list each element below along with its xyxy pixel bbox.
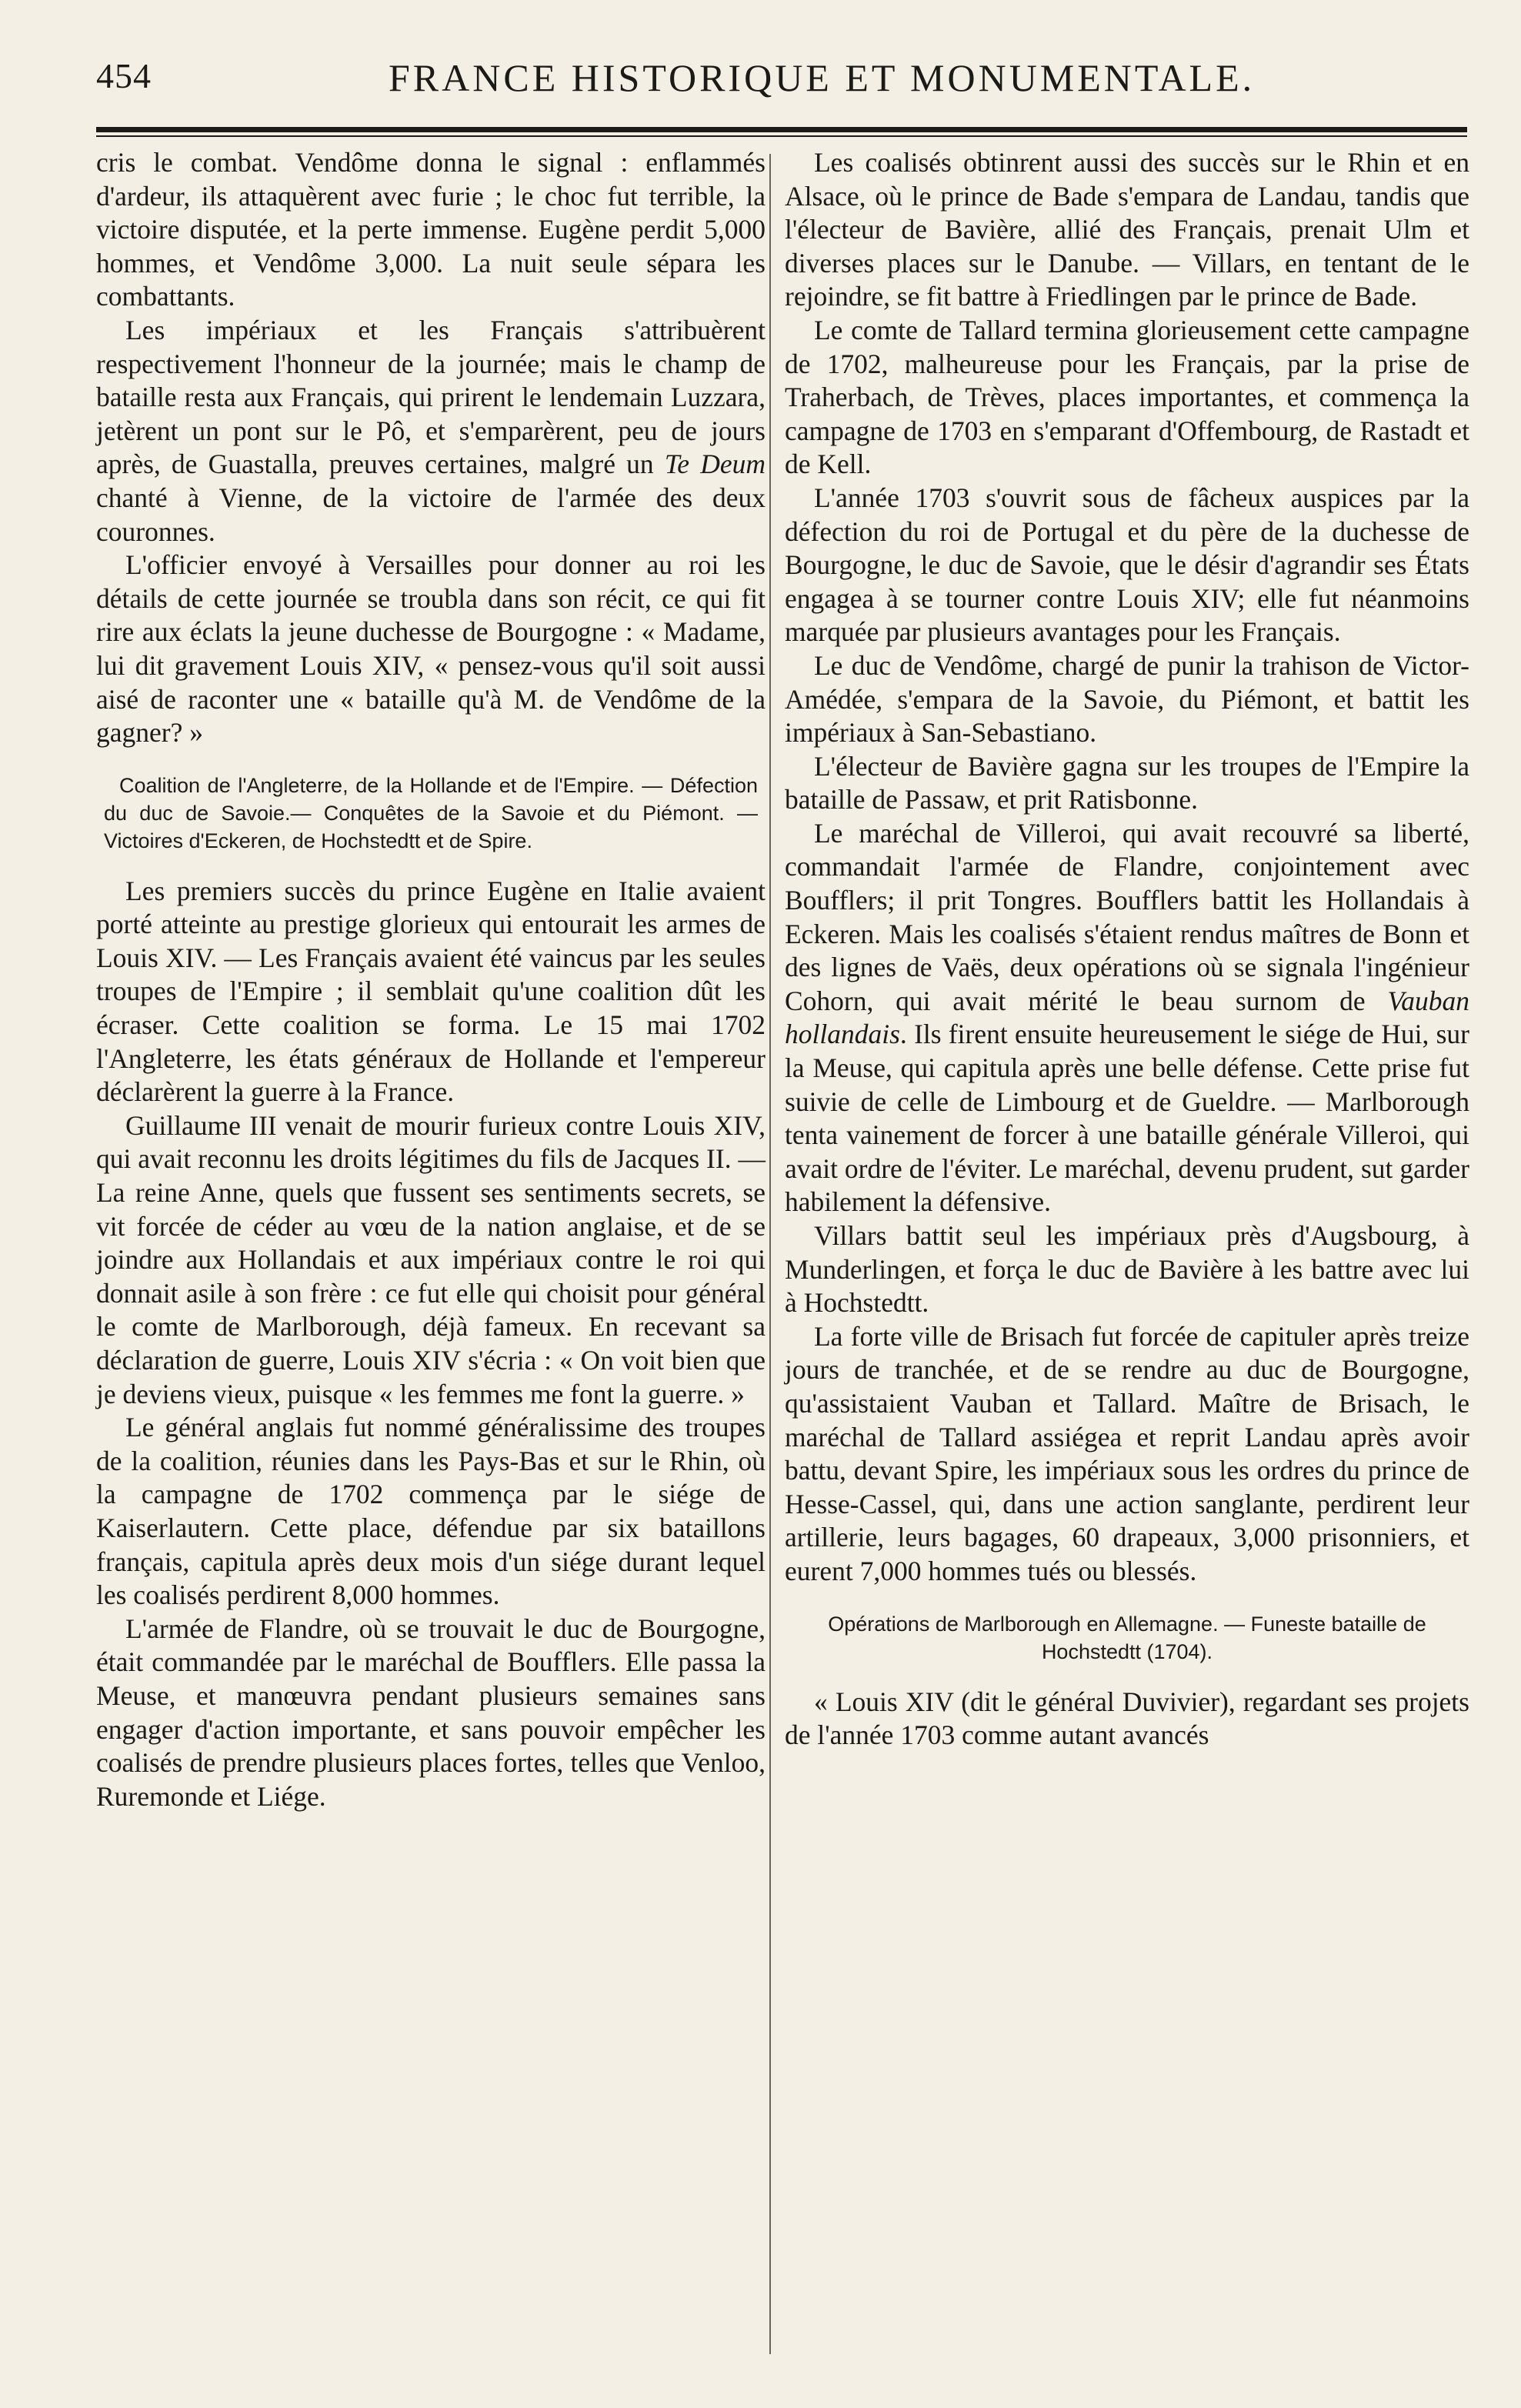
paragraph: Le duc de Vendôme, chargé de punir la trahison de Victor-Amédée, s'empara de la Savoie, du Piémont, et battit les impériaux à San-Sebastiano.	[785, 649, 1469, 749]
paragraph: Le général anglais fut nommé généralissime des troupes de la coalition, réunies dans les Pays-Bas et sur le Rhin, où la campagne de 1702 commença par le siége de Kaiserlautern. Cette place, défendue par six bataillons français, capitula après deux mois d'un siége durant lequel les coalisés perdirent 8,000 hommes.	[96, 1412, 766, 1611]
paragraph: L'année 1703 s'ouvrit sous de fâcheux auspices par la défection du roi de Portugal et du père de la duchesse de Bourgogne, le duc de Savoie, que le désir d'agrandir ses États engagea à se tourner contre Louis XIV; elle fut néanmoins marquée par plusieurs avantages pour les Français.	[785, 482, 1469, 648]
latin-phrase: Te Deum	[664, 449, 766, 480]
column-divider	[769, 154, 771, 2354]
paragraph: L'officier envoyé à Versailles pour donner au roi les détails de cette journée se troubla dans son récit, ce qui fit rire aux éclats la jeune duchesse de Bourgogne : « Madame, lui dit gravement Louis XIV, « pensez-vous qu'il soit aussi aisé de raconter une « bataille qu'à M. de Vendôme de la gagner? »	[96, 549, 766, 749]
header-rule-thin	[96, 135, 1467, 137]
italic-phrase: Vauban hollandais	[785, 985, 1469, 1050]
paragraph: Les impériaux et les Français s'attribuèrent respectivement l'honneur de la journée; mais le champ de bataille resta aux Français, qui prirent le lendemain Luzzara, jetèrent un pont sur le Pô, et s'emparèrent, peu de jours après, de Guastalla, preuves certaines, malgré un Te Deum chanté à Vienne, de la victoire de l'armée des deux couronnes.	[96, 314, 766, 547]
running-title: FRANCE HISTORIQUE ET MONUMENTALE.	[389, 56, 1256, 99]
paragraph: Les premiers succès du prince Eugène en Italie avaient porté atteinte au prestige glorieux qui entourait les armes de Louis XIV. — Les Français avaient été vaincus par les seules troupes de l'Empire ; il semblait qu'une coalition dût les écraser. Cette coalition se forma. Le 15 mai 1702 l'Angleterre, les états généraux de Hollande et l'empereur déclarèrent la guerre à la France.	[96, 875, 766, 1108]
paragraph: « Louis XIV (dit le général Duvivier), regardant ses projets de l'année 1703 comme autant avancés	[785, 1686, 1469, 1751]
right-column	[785, 146, 1469, 1753]
section-summary: Opérations de Marlborough en Allemagne. — Funeste bataille de Hochstedtt (1704).	[828, 1612, 1426, 1663]
page-number: 454	[96, 56, 152, 95]
section-summary: Coalition de l'Angleterre, de la Hollande et de l'Empire. — Défection du duc de Savoie.— Conquêtes de la Savoie et du Piémont. —Victoires d'Eckeren, de Hochstedtt et de Spire.	[104, 773, 758, 852]
paragraph: Les coalisés obtinrent aussi des succès sur le Rhin et en Alsace, où le prince de Bade s'empara de Landau, tandis que l'électeur de Bavière, allié des Français, prenait Ulm et diverses places sur le Danube. — Villars, en tentant de le rejoindre, se fit battre à Friedlingen par le prince de Bade.	[785, 147, 1469, 312]
header-rule-thick	[96, 127, 1467, 132]
paragraph: Le comte de Tallard termina glorieusement cette campagne de 1702, malheureuse pour les Français, par la prise de Traherbach, de Trèves, places importantes, et commença la campagne de 1703 en s'emparant d'Offembourg, de Rastadt et de Kell.	[785, 314, 1469, 480]
paragraph: La forte ville de Brisach fut forcée de capituler après treize jours de tranchée, et de se rendre au duc de Bourgogne, qu'assistaient Vauban et Tallard. Maître de Brisach, le maréchal de Tallard assiégea et reprit Landau après avoir battu, devant Spire, les impériaux sous les ordres du prince de Hesse-Cassel, qui, dans une action sanglante, perdirent leur artillerie, leurs bagages, 60 drapeaux, 3,000 prisonniers, et eurent 7,000 hommes tués ou blessés.	[785, 1320, 1469, 1586]
paragraph: L'armée de Flandre, où se trouvait le duc de Bourgogne, était commandée par le maréchal de Boufflers. Elle passa la Meuse, et manœuvra pendant plusieurs semaines sans engager d'action importante, et sans pouvoir empêcher les coalisés de prendre plusieurs places fortes, telles que Venloo, Ruremonde et Liége.	[96, 1613, 766, 1812]
paragraph: L'électeur de Bavière gagna sur les troupes de l'Empire la bataille de Passaw, et prit Ratisbonne.	[785, 750, 1469, 815]
paragraph: Villars battit seul les impériaux près d'Augsbourg, à Munderlingen, et força le duc de Bavière à les battre avec lui à Hochstedtt.	[785, 1220, 1469, 1319]
paragraph: cris le combat. Vendôme donna le signal : enflammés d'ardeur, ils attaquèrent avec furie ; le choc fut terrible, la victoire disputée, et la perte immense. Eugène perdit 5,000 hommes, et Vendôme 3,000. La nuit seule sépara les combattants.	[96, 147, 766, 312]
left-column	[96, 146, 766, 1813]
paragraph: Guillaume III venait de mourir furieux contre Louis XIV, qui avait reconnu les droits légitimes du fils de Jacques II. — La reine Anne, quels que fussent ses sentiments secrets, se vit forcée de céder au vœu de la nation anglaise, et de se joindre aux Hollandais et aux impériaux contre le roi qui donnait asile à son frère : ce fut elle qui choisit pour général le comte de Marlborough, déjà fameux. En recevant sa déclaration de guerre, Louis XIV s'écria : « On voit bien que je deviens vieux, puisque « les femmes me font la guerre. »	[96, 1109, 766, 1409]
paragraph: Le maréchal de Villeroi, qui avait recouvré sa liberté, commandait l'armée de Flandre, conjointement avec Boufflers; il prit Tongres. Boufflers battit les Hollandais à Eckeren. Mais les coalisés s'étaient rendus maîtres de Bonn et des lignes de Vaës, deux opérations où se signala l'ingénieur Cohorn, qui avait mérité le beau surnom de Vauban hollandais. Ils firent ensuite heureusement le siége de Hui, sur la Meuse, qui capitula après une belle défense. Cette prise fut suivie de celle de Limbourg et de Gueldre. — Marlborough tenta vainement de forcer à une bataille générale Villeroi, qui avait ordre de l'éviter. Le maréchal, devenu prudent, sut garder habilement la défensive.	[785, 817, 1469, 1218]
